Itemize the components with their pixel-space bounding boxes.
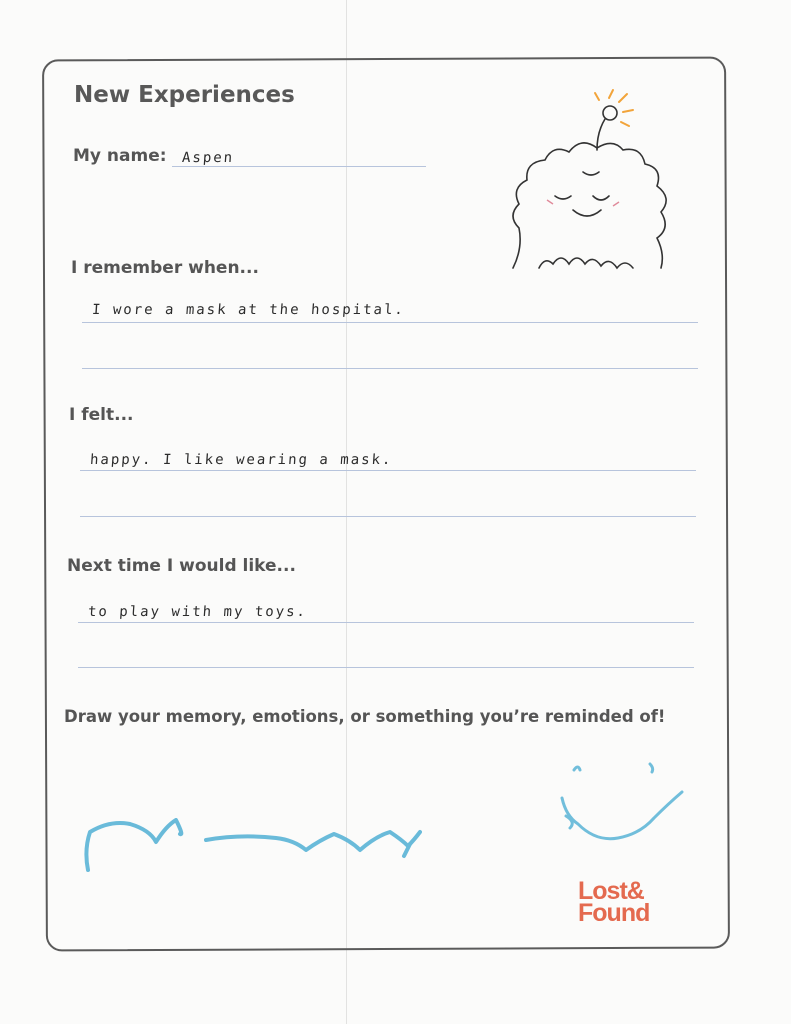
smiley-face-icon	[556, 762, 686, 852]
name-label: My name:	[73, 146, 167, 166]
next-answer: to play with my toys.	[87, 604, 308, 620]
remember-line-2	[82, 368, 698, 369]
remember-line-1	[82, 322, 698, 323]
felt-label: I felt...	[69, 405, 134, 425]
remember-answer: I wore a mask at the hospital.	[91, 302, 406, 318]
page-title: New Experiences	[74, 82, 295, 108]
logo-line-2: Found	[578, 899, 650, 927]
draw-prompt: Draw your memory, emotions, or something you’re reminded of!	[64, 707, 666, 726]
felt-line-1	[80, 470, 696, 471]
next-line-2	[78, 667, 694, 668]
name-line	[172, 166, 426, 167]
felt-answer: happy. I like wearing a mask.	[89, 452, 393, 468]
remember-label: I remember when...	[71, 258, 259, 278]
lost-and-found-logo	[578, 877, 650, 927]
felt-line-2	[80, 516, 696, 517]
next-label: Next time I would like...	[67, 556, 296, 576]
next-line-1	[78, 622, 694, 623]
crayon-scribble-icon	[80, 810, 430, 880]
fuzzy-monster-icon	[505, 88, 675, 278]
logo-line-1: Lost&	[578, 877, 644, 905]
name-value: Aspen	[181, 150, 235, 166]
